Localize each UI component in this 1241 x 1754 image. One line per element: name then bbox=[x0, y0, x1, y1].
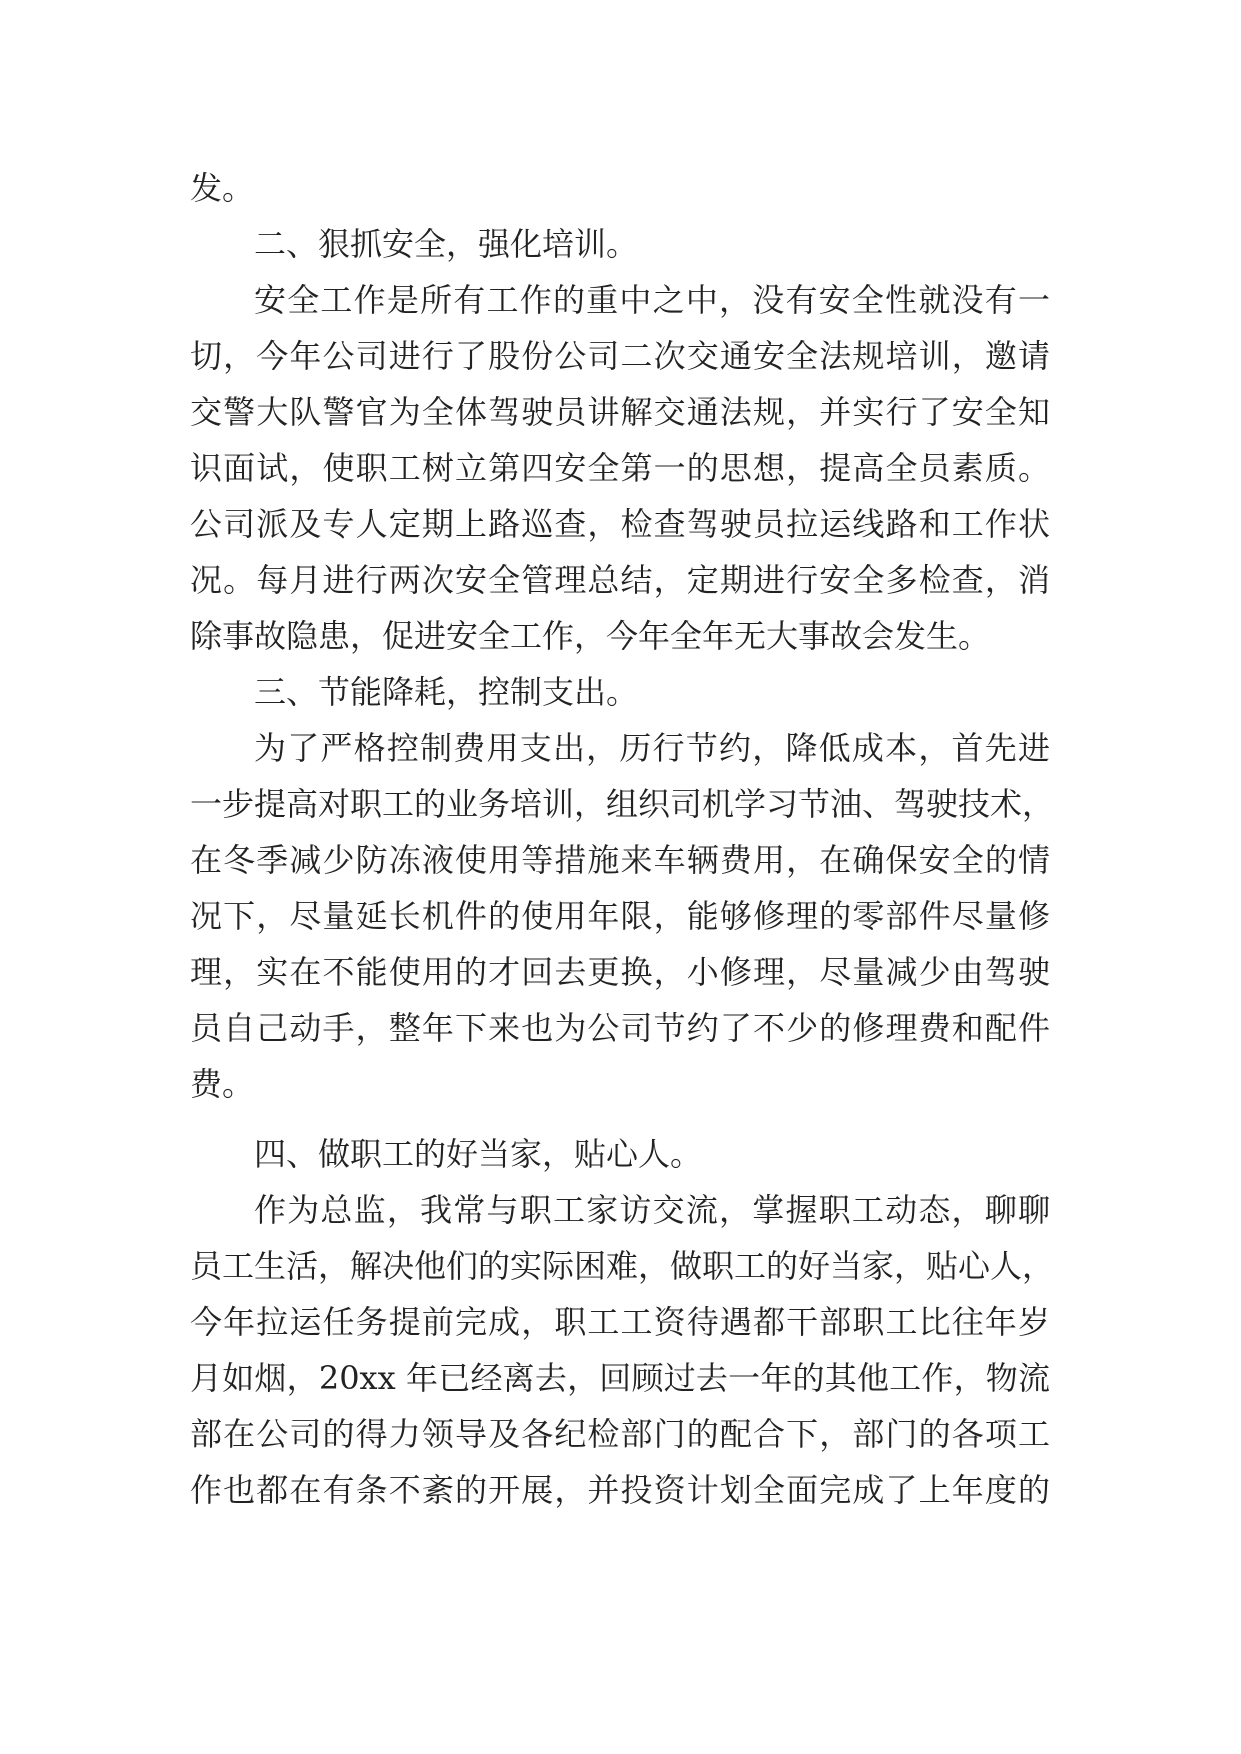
section-heading: 四、做职工的好当家，贴心人。 bbox=[254, 1135, 703, 1173]
text-line: 公司派及专人定期上路巡查，检查驾驶员拉运线路和工作状 bbox=[190, 505, 1050, 543]
text-line: 在冬季减少防冻液使用等措施来车辆费用，在确保安全的情 bbox=[190, 841, 1050, 879]
section-heading: 二、狠抓安全，强化培训。 bbox=[254, 225, 639, 263]
text-line: 员自己动手，整年下来也为公司节约了不少的修理费和配件 bbox=[190, 1009, 1050, 1047]
text-line: 作为总监，我常与职工家访交流，掌握职工动态，聊聊 bbox=[254, 1191, 1050, 1229]
text-line: 切，今年公司进行了股份公司二次交通安全法规培训，邀请 bbox=[190, 337, 1050, 375]
text-line: 况下，尽量延长机件的使用年限，能够修理的零部件尽量修 bbox=[190, 897, 1050, 935]
section-heading: 三、节能降耗，控制支出。 bbox=[254, 673, 639, 711]
text-line: 费。 bbox=[190, 1065, 255, 1103]
text-line: 为了严格控制费用支出，历行节约，降低成本，首先进 bbox=[254, 729, 1050, 767]
text-line: 今年拉运任务提前完成，职工工资待遇都干部职工比往年岁 bbox=[190, 1303, 1050, 1341]
text-line: 部在公司的得力领导及各纪检部门的配合下，部门的各项工 bbox=[190, 1415, 1050, 1453]
text-line: 月如烟，20xx 年已经离去，回顾过去一年的其他工作，物流 bbox=[190, 1359, 1050, 1397]
text-line: 作也都在有条不紊的开展，并投资计划全面完成了上年度的 bbox=[190, 1471, 1050, 1509]
text-line: 一步提高对职工的业务培训，组织司机学习节油、驾驶技术， bbox=[190, 785, 1055, 823]
text-line: 识面试，使职工树立第四安全第一的思想，提高全员素质。 bbox=[190, 449, 1050, 487]
text-line: 员工生活，解决他们的实际困难，做职工的好当家，贴心人， bbox=[190, 1247, 1055, 1285]
text-line: 理，实在不能使用的才回去更换，小修理，尽量减少由驾驶 bbox=[190, 953, 1050, 991]
text-line: 况。每月进行两次安全管理总结，定期进行安全多检查，消 bbox=[190, 561, 1050, 599]
text-line: 交警大队警官为全体驾驶员讲解交通法规，并实行了安全知 bbox=[190, 393, 1050, 431]
text-line: 安全工作是所有工作的重中之中，没有安全性就没有一 bbox=[254, 281, 1050, 319]
text-line: 发。 bbox=[190, 169, 255, 207]
text-line: 除事故隐患，促进安全工作，今年全年无大事故会发生。 bbox=[190, 617, 991, 655]
